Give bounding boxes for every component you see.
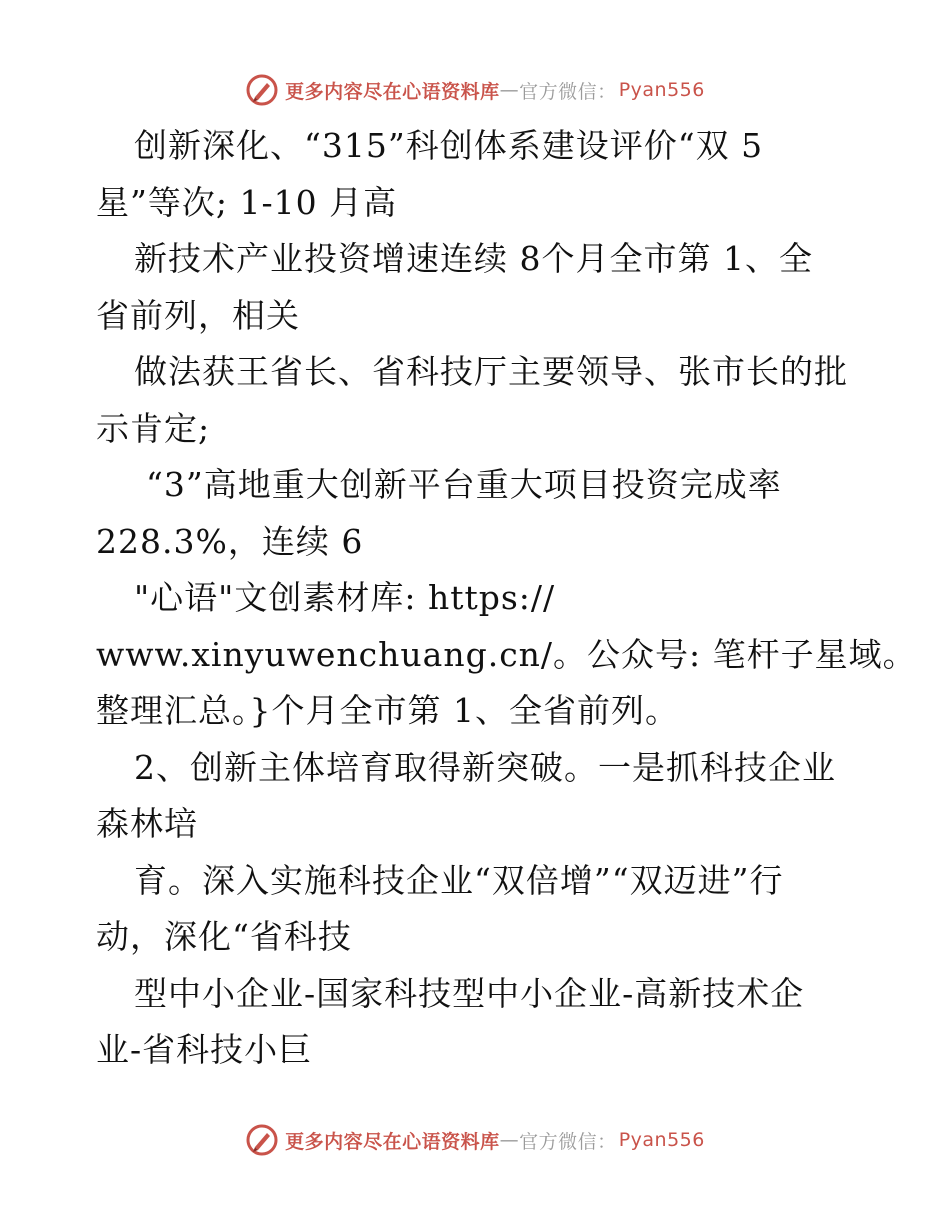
watermark-header <box>0 70 950 110</box>
text-line: 业-省科技小巨 <box>96 1030 313 1069</box>
pen-logo-icon <box>245 73 279 107</box>
text-line: www.xinyuwenchuang.cn/。公众号: 笔杆子星域。 <box>96 634 917 674</box>
watermark-separator: — <box>499 1129 520 1151</box>
text-line: 创新深化、“315”科创体系建设评价“双 5 <box>134 126 764 165</box>
watermark-official-label: 官方微信： <box>519 80 617 103</box>
text-line: 228.3%，连续 6 <box>96 521 364 561</box>
watermark-main-text: 更多内容尽在心语资料库 <box>285 1130 500 1153</box>
watermark-separator: — <box>499 79 520 101</box>
text-line: 新技术产业投资增速连续 8个月全市第 1、全 <box>134 239 813 278</box>
text-line: 型中小企业-国家科技型中小企业-高新技术企 <box>134 973 805 1013</box>
watermark-wechat-id: Pyan556 <box>618 1129 705 1151</box>
watermark-main-text: 更多内容尽在心语资料库 <box>285 80 500 103</box>
text-line: 育。深入实施科技企业“双倍增”“双迈进”行 <box>134 860 784 900</box>
pen-logo-icon <box>245 1123 279 1157</box>
watermark-official-label: 官方微信： <box>519 1130 617 1153</box>
text-line: 森林培 <box>96 804 198 843</box>
text-line: “3”高地重大创新平台重大项目投资完成率 <box>146 465 782 504</box>
text-line: 整理汇总。}个月全市第 1、全省前列。 <box>96 691 679 730</box>
text-line: 2、创新主体培育取得新突破。一是抓科技企业 <box>134 747 836 787</box>
text-line: "心语"文创素材库: https:// <box>134 578 556 617</box>
text-line: 省前列，相关 <box>96 295 300 335</box>
text-line: 做法获王省长、省科技厅主要领导、张市长的批 <box>134 352 848 391</box>
text-line: 动，深化“省科技 <box>96 917 352 956</box>
watermark-wechat-id: Pyan556 <box>618 79 705 101</box>
text-line: 星”等次; 1-10 月高 <box>96 182 398 222</box>
watermark-footer <box>0 1120 950 1160</box>
text-line: 示肯定; <box>96 408 211 448</box>
